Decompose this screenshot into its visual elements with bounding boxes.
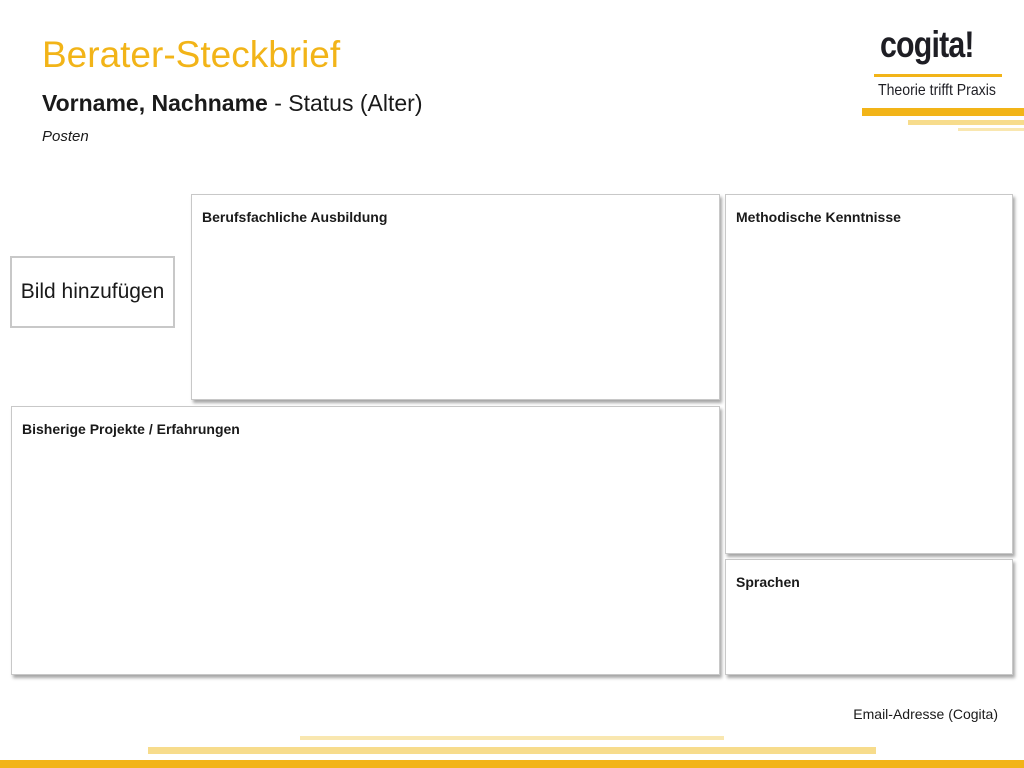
consultant-name: Vorname, Nachname [42,90,268,116]
section-methodisch-label: Methodische Kenntnisse [736,209,901,225]
section-ausbildung-label: Berufsfachliche Ausbildung [202,209,388,225]
footer-stripe-1 [300,736,724,740]
consultant-heading [42,90,422,117]
section-projekte[interactable] [11,406,720,675]
logo-wordmark: cogita! [880,24,974,65]
add-picture-placeholder[interactable]: Bild hinzufügen [10,256,175,328]
header-stripe-3 [958,128,1024,131]
section-ausbildung[interactable] [191,194,720,400]
footer-stripe-2 [148,747,876,754]
consultant-position: Posten [42,128,89,145]
email-address: Email-Adresse (Cogita) [853,706,998,722]
footer-stripe-3 [0,760,1024,768]
page-title: Berater-Steckbrief [42,34,341,75]
section-projekte-label: Bisherige Projekte / Erfahrungen [22,421,240,437]
header-stripe-2 [908,120,1024,125]
section-methodisch[interactable] [725,194,1013,554]
section-sprachen-label: Sprachen [736,574,800,590]
consultant-status: - Status (Alter) [267,90,423,116]
section-sprachen[interactable] [725,559,1013,675]
header-stripe-1 [862,108,1024,116]
logo-underline [874,74,1002,77]
logo-tagline: Theorie trifft Praxis [878,82,996,99]
